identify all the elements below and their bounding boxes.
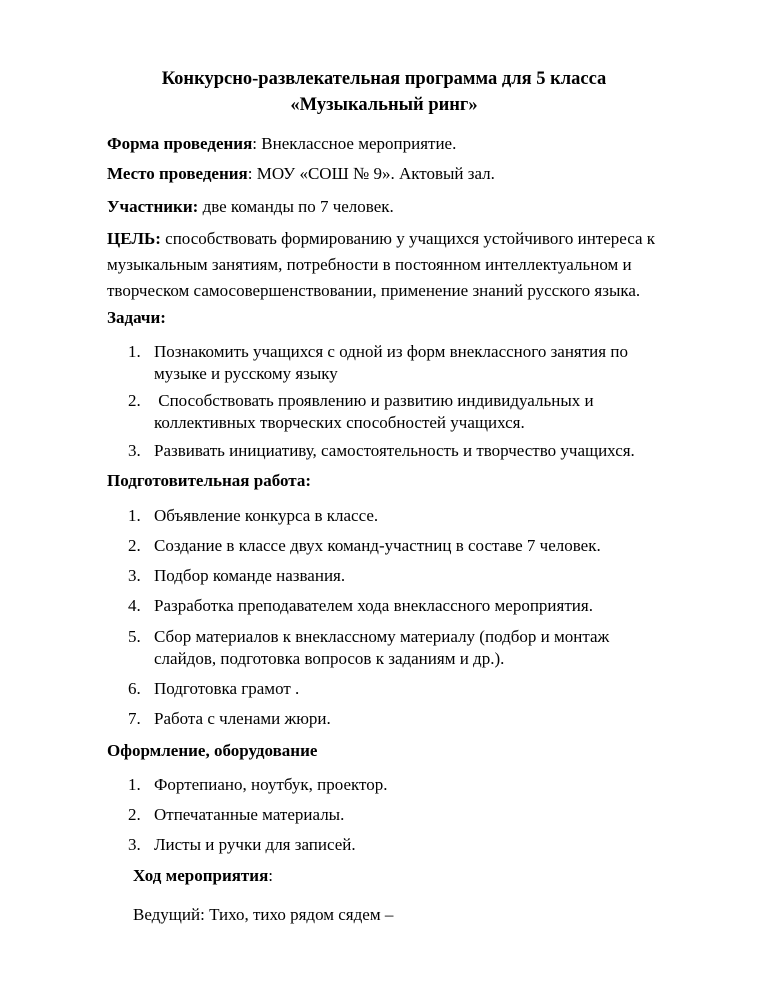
goal-label: ЦЕЛЬ:	[107, 229, 161, 248]
list-item	[128, 565, 345, 587]
list-item	[128, 390, 594, 434]
host-line: Ведущий: Тихо, тихо рядом сядем –	[133, 905, 394, 924]
list-number: 1.	[128, 342, 141, 361]
list-item	[128, 834, 356, 856]
list-text: Разработка преподавателем хода внеклассного мероприятия.	[154, 596, 593, 615]
goal-text-1: способствовать формированию у учащихся устойчивого интереса к	[160, 229, 656, 248]
participants-label: Участники:	[107, 197, 199, 216]
form-line	[107, 132, 456, 156]
list-number: 1.	[128, 506, 141, 525]
list-item	[128, 440, 635, 462]
form-label: Форма проведения	[107, 134, 253, 153]
list-item	[128, 341, 628, 385]
list-number: 3.	[128, 566, 141, 585]
list-text-continued: слайдов, подготовка вопросов к заданиям и др.).	[154, 649, 505, 668]
goal-line-3: творческом самосовершенствовании, применение знаний русского языка.	[107, 281, 641, 300]
goal-line-1	[107, 226, 707, 252]
list-text: Листы и ручки для записей.	[154, 835, 356, 854]
form-value: : Внеклассное мероприятие.	[252, 134, 457, 153]
prep-heading: Подготовительная работа:	[107, 471, 311, 490]
document-title-line-1: Конкурсно-развлекательная программа для 5 класса	[161, 69, 607, 89]
list-number: 4.	[128, 596, 141, 615]
document-title-line-2: «Музыкальный ринг»	[290, 95, 478, 115]
equipment-heading: Оформление, оборудование	[107, 741, 318, 760]
list-item	[128, 678, 299, 700]
list-number: 2.	[128, 805, 141, 824]
list-text: Отпечатанные материалы.	[154, 805, 345, 824]
tasks-heading: Задачи:	[107, 308, 166, 327]
list-text: Объявление конкурса в классе.	[154, 506, 379, 525]
list-item	[128, 626, 609, 670]
list-number: 2.	[128, 536, 141, 555]
list-text: Работа с членами жюри.	[154, 709, 331, 728]
place-label: Место проведения	[107, 164, 248, 183]
goal-line-2: музыкальным занятиям, потребности в постоянном интеллектуальном и	[107, 255, 632, 274]
participants-line	[107, 195, 394, 219]
list-text-continued: коллективных творческих способностей учащихся.	[154, 413, 525, 432]
list-item	[128, 708, 331, 730]
list-text: Подбор команде названия.	[154, 566, 346, 585]
participants-value: две команды по 7 человек.	[198, 197, 394, 216]
list-item	[128, 804, 344, 826]
list-number: 5.	[128, 627, 141, 646]
course-heading	[133, 864, 273, 888]
list-number: 3.	[128, 441, 141, 460]
list-text: Подготовка грамот .	[154, 679, 300, 698]
list-number: 7.	[128, 709, 141, 728]
list-item	[128, 774, 388, 796]
course-colon: :	[268, 866, 274, 885]
list-number: 2.	[128, 391, 141, 410]
list-text: Сбор материалов к внеклассному материалу (подбор и монтаж	[154, 627, 610, 646]
course-label: Ход мероприятия	[133, 866, 269, 885]
list-text: Создание в классе двух команд-участниц в составе 7 человек.	[154, 536, 601, 555]
list-item	[128, 535, 601, 557]
list-item	[128, 505, 378, 527]
list-number: 3.	[128, 835, 141, 854]
place-value: : МОУ «СОШ № 9». Актовый зал.	[247, 164, 495, 183]
list-text: Способствовать проявлению и развитию индивидуальных и	[154, 391, 594, 410]
list-text: Фортепиано, ноутбук, проектор.	[154, 775, 388, 794]
list-number: 6.	[128, 679, 141, 698]
place-line	[107, 162, 495, 186]
list-text-continued: музыке и русскому языку	[154, 364, 338, 383]
list-text: Развивать инициативу, самостоятельность и творчество учащихся.	[154, 441, 635, 460]
goal-paragraph	[107, 226, 707, 304]
list-number: 1.	[128, 775, 141, 794]
list-item	[128, 595, 593, 617]
list-text: Познакомить учащихся с одной из форм внеклассного занятия по	[154, 342, 628, 361]
